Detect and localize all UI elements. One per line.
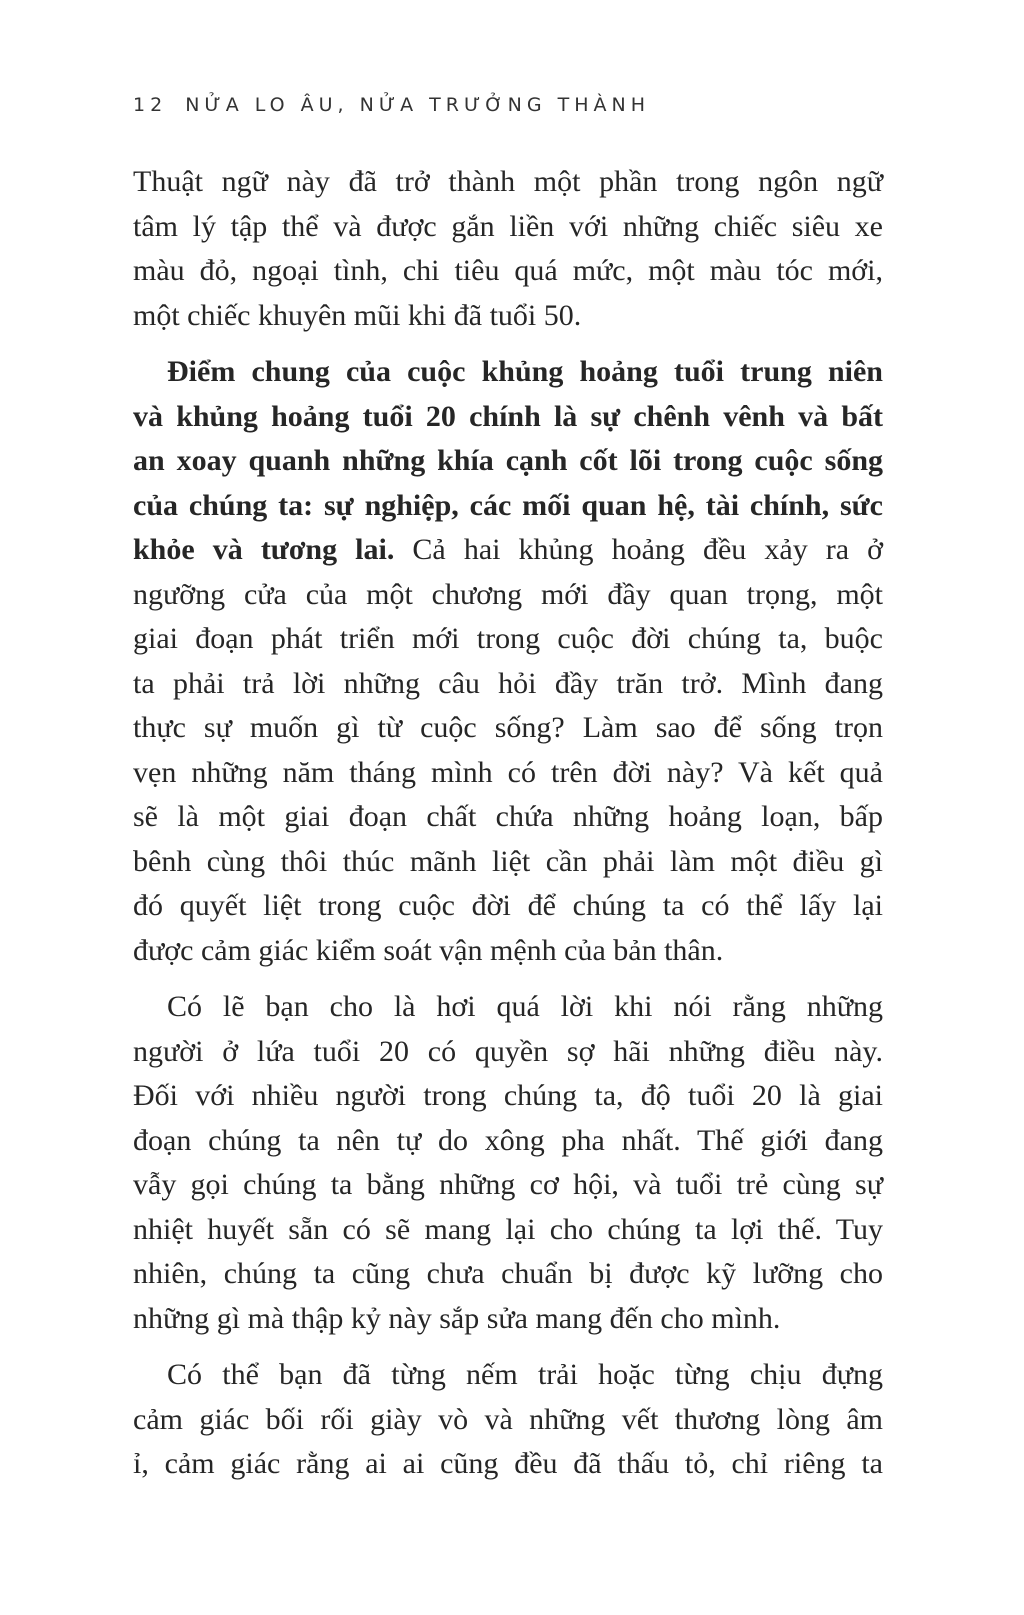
normal-run: Cả hai khủng hoảng đều xảy ra ở <box>394 533 883 566</box>
running-header <box>133 94 650 116</box>
bold-run: khỏe và tương lai. <box>133 533 395 566</box>
running-title: NỬA LO ÂU, NỬA TRƯỞNG THÀNH <box>185 94 650 116</box>
page-number: 12 <box>133 94 168 116</box>
paragraph-4 <box>133 1353 883 1487</box>
text-line: Có thể bạn đã từng nếm trải hoặc từng chịu đựng <box>167 1358 883 1391</box>
text-line: bênh cùng thôi thúc mãnh liệt cần phải làm một điều gì <box>133 844 883 878</box>
text-line: vẫy gọi chúng ta bằng những cơ hội, và tuổi trẻ cùng sự <box>133 1168 883 1201</box>
text-line: Thuật ngữ này đã trở thành một phần trong ngôn ngữ <box>133 165 883 198</box>
mixed-text-line <box>133 528 883 573</box>
text-line: Có lẽ bạn cho là hơi quá lời khi nói rằng những <box>167 990 883 1023</box>
text-line: ỉ, cảm giác rằng ai ai cũng đều đã thấu tỏ, chỉ riêng ta <box>133 1447 883 1480</box>
paragraph-1 <box>133 160 883 338</box>
text-line: được cảm giác kiểm soát vận mệnh của bản thân. <box>133 933 724 967</box>
text-line: một chiếc khuyên mũi khi đã tuổi 50. <box>133 298 582 332</box>
text-line: những gì mà thập kỷ này sắp sửa mang đến cho mình. <box>133 1301 781 1335</box>
body-text <box>133 160 883 1499</box>
paragraph-2 <box>133 350 883 973</box>
text-line: nhiệt huyết sẵn có sẽ mang lại cho chúng ta lợi thế. Tuy <box>133 1212 883 1246</box>
text-line: tâm lý tập thể và được gắn liền với những chiếc siêu xe <box>133 209 883 243</box>
text-line: màu đỏ, ngoại tình, chi tiêu quá mức, một màu tóc mới, <box>133 254 883 287</box>
paragraph-3 <box>133 985 883 1341</box>
text-line: sẽ là một giai đoạn chất chứa những hoảng loạn, bấp <box>133 800 883 833</box>
text-line: Đối với nhiều người trong chúng ta, độ tuổi 20 là giai <box>133 1079 883 1112</box>
bold-text-line: an xoay quanh những khía cạnh cốt lõi trong cuộc sống <box>133 444 883 477</box>
text-line: vẹn những năm tháng mình có trên đời này? Và kết quả <box>133 755 883 789</box>
bold-text-line: Điểm chung của cuộc khủng hoảng tuổi trung niên <box>167 355 883 388</box>
text-line: đó quyết liệt trong cuộc đời để chúng ta có thể lấy lại <box>133 889 883 922</box>
text-line: thực sự muốn gì từ cuộc sống? Làm sao để sống trọn <box>133 711 883 744</box>
text-line: đoạn chúng ta nên tự do xông pha nhất. Thế giới đang <box>133 1123 883 1157</box>
text-line: người ở lứa tuổi 20 có quyền sợ hãi những điều này. <box>133 1034 883 1068</box>
bold-text-line: của chúng ta: sự nghiệp, các mối quan hệ, tài chính, sức <box>133 488 883 522</box>
text-line: giai đoạn phát triển mới trong cuộc đời chúng ta, buộc <box>133 622 883 655</box>
text-line: cảm giác bối rối giày vò và những vết thương lòng âm <box>133 1402 883 1436</box>
text-line: ngưỡng cửa của một chương mới đầy quan trọng, một <box>133 577 883 611</box>
text-line: ta phải trả lời những câu hỏi đầy trăn trở. Mình đang <box>133 666 883 700</box>
text-line: nhiên, chúng ta cũng chưa chuẩn bị được kỹ lưỡng cho <box>133 1257 883 1290</box>
bold-text-line: và khủng hoảng tuổi 20 chính là sự chênh vênh và bất <box>133 399 883 433</box>
